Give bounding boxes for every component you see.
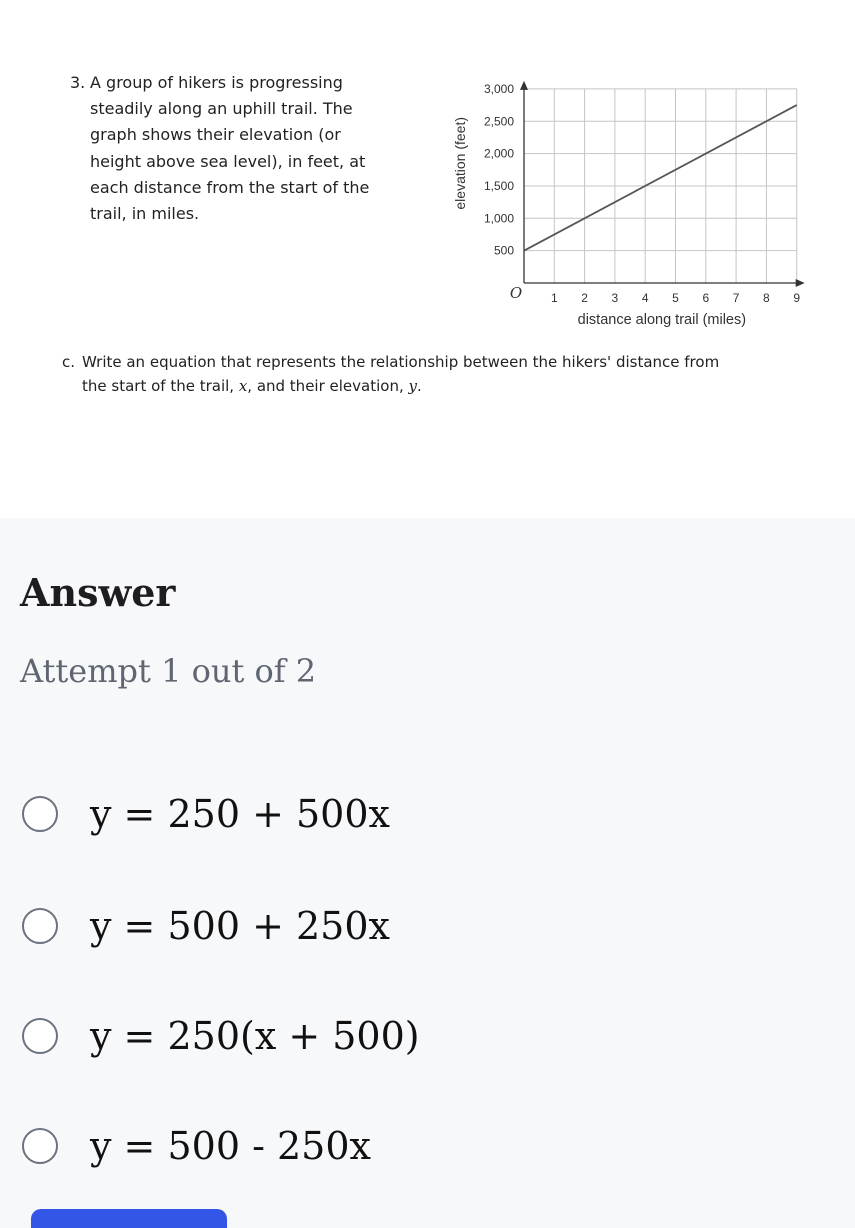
part-c-text-middle: , and their elevation, xyxy=(247,377,409,395)
variable-y: y xyxy=(408,377,417,395)
radio-button[interactable] xyxy=(22,1128,58,1164)
part-c-label: c. xyxy=(62,353,76,371)
answer-option-label[interactable]: y = 500 + 250x xyxy=(90,904,390,948)
y-tick-label: 3,000 xyxy=(483,81,514,96)
question-card xyxy=(0,0,855,518)
y-axis-arrow xyxy=(520,81,528,90)
x-tick-label: 8 xyxy=(763,291,770,305)
y-tick-label: 2,000 xyxy=(483,146,514,161)
y-tick-label: 1,000 xyxy=(483,211,514,226)
x-tick-label: 3 xyxy=(611,291,619,305)
question-number: 3. xyxy=(70,73,86,92)
y-axis-label: elevation (feet) xyxy=(452,117,468,210)
x-tick-label: 7 xyxy=(732,291,740,305)
answer-option-4[interactable] xyxy=(20,1116,800,1176)
series-line xyxy=(524,105,797,251)
submit-button[interactable] xyxy=(31,1209,227,1228)
answer-option-label[interactable]: y = 500 - 250x xyxy=(90,1124,371,1168)
radio-button[interactable] xyxy=(22,796,58,832)
x-tick-label: 1 xyxy=(550,291,558,305)
y-tick-label: 1,500 xyxy=(483,178,514,193)
question-text: A group of hikers is progressing steadily along an uphill trail. The graph shows their elevation (or height above sea level), in feet, at each distance from the start of the trail, in miles. xyxy=(90,73,370,224)
x-axis-label: distance along trail (miles) xyxy=(577,312,747,328)
x-tick-label: 9 xyxy=(793,291,801,305)
chart-series xyxy=(524,105,797,251)
part-c-text-before: Write an equation that represents the relationship between the hikers' distance from the start of the trail, xyxy=(82,353,720,395)
x-tick-label: 2 xyxy=(581,291,588,305)
origin-label: O xyxy=(509,284,523,302)
x-tick-label: 4 xyxy=(641,291,649,305)
x-tick-label: 6 xyxy=(702,291,710,305)
chart-labels xyxy=(452,82,800,328)
radio-button[interactable] xyxy=(22,908,58,944)
variable-x: x xyxy=(238,377,248,395)
part-c-text xyxy=(82,350,742,398)
part-c-text-after: . xyxy=(416,377,422,395)
answer-option-2[interactable] xyxy=(20,896,800,956)
chart-grid xyxy=(524,89,797,283)
x-axis-arrow xyxy=(796,279,805,287)
answer-option-label[interactable]: y = 250(x + 500) xyxy=(90,1014,420,1058)
elevation-chart xyxy=(440,70,820,340)
x-tick-label: 5 xyxy=(672,291,679,305)
radio-button[interactable] xyxy=(22,1018,58,1054)
answer-option-label[interactable]: y = 250 + 500x xyxy=(90,792,390,836)
answer-option-1[interactable] xyxy=(20,784,800,844)
answer-option-3[interactable] xyxy=(20,1006,800,1066)
y-tick-label: 500 xyxy=(493,243,514,258)
answer-heading: Answer xyxy=(20,570,176,615)
y-tick-label: 2,500 xyxy=(483,114,514,129)
answer-section xyxy=(0,518,855,1228)
attempt-counter: Attempt 1 out of 2 xyxy=(20,652,317,690)
chart-axes xyxy=(520,81,805,287)
